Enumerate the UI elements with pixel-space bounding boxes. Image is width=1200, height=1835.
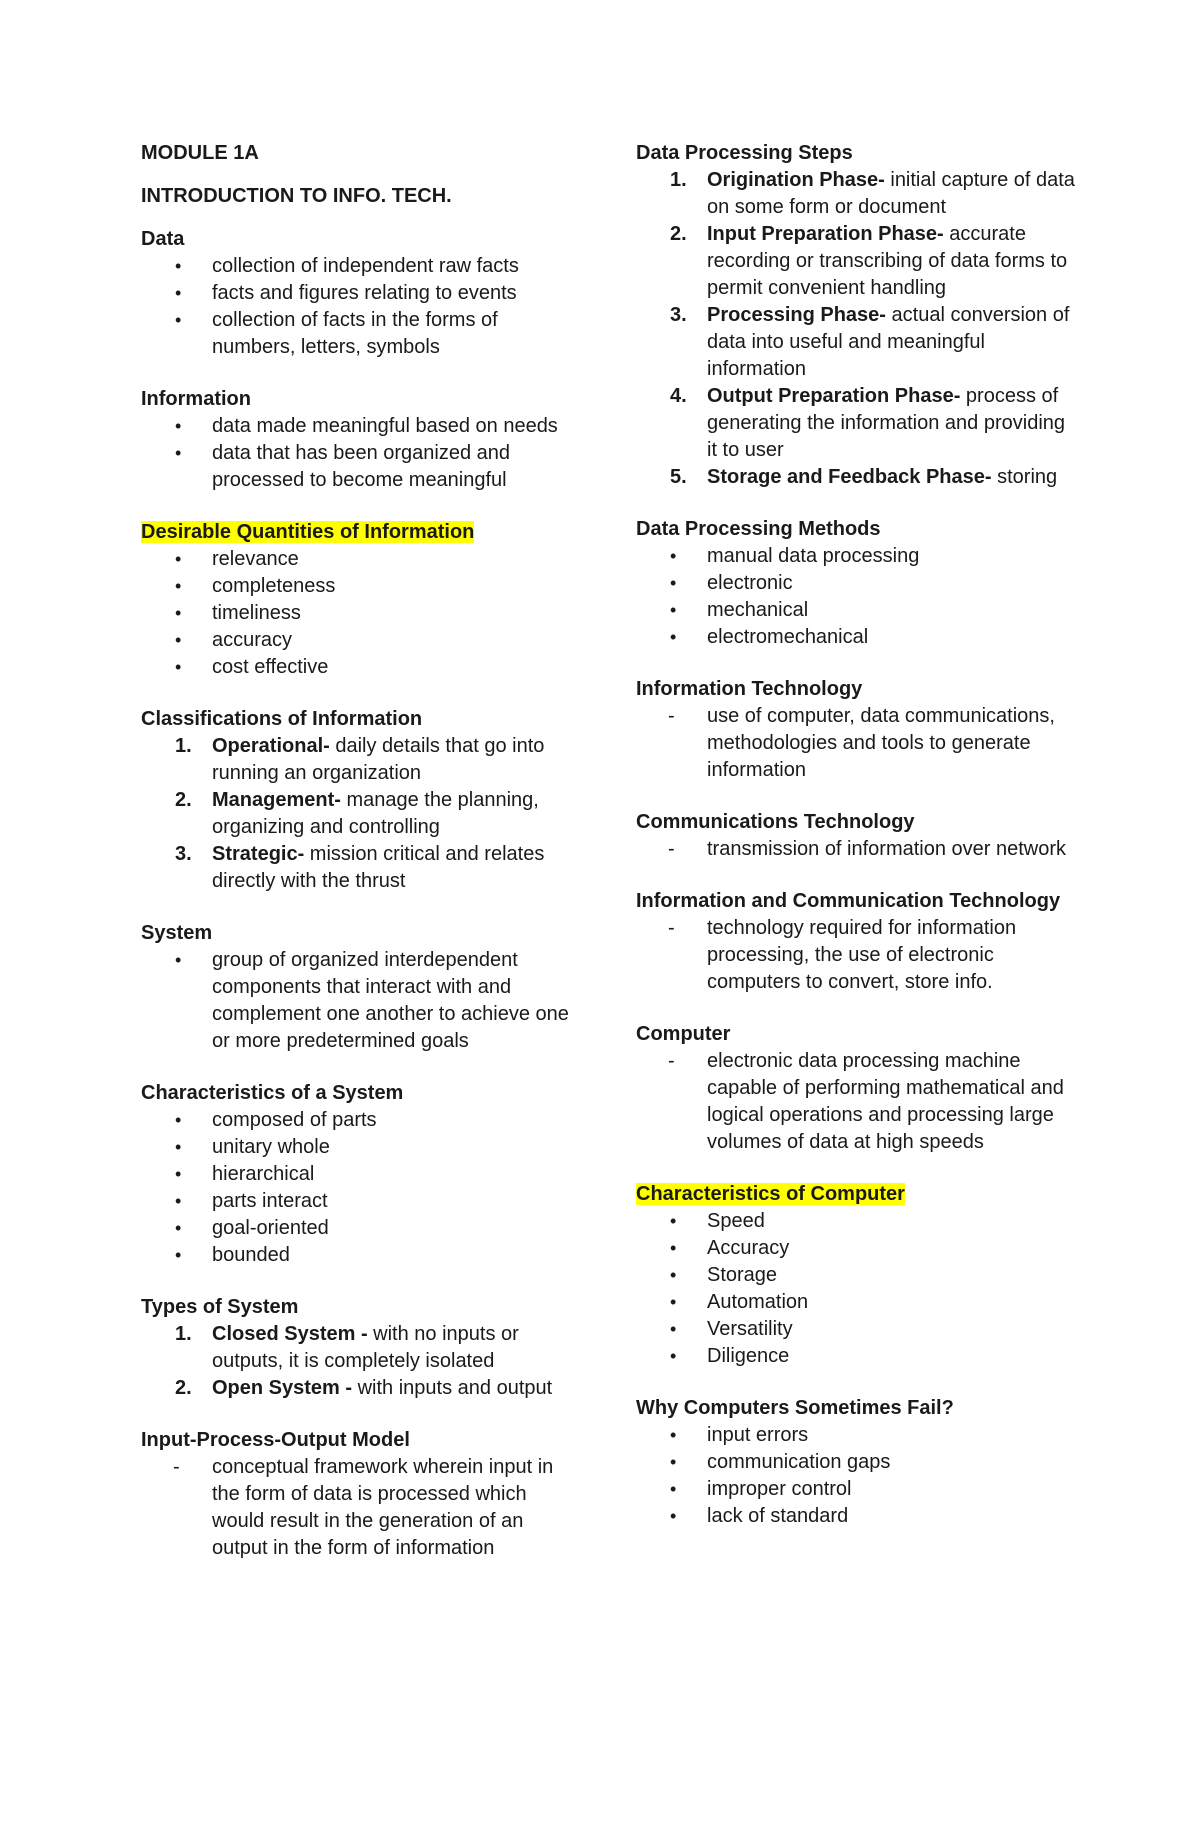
item-text: Diligence (707, 1345, 790, 1367)
item-text: completeness (212, 575, 336, 597)
list-item (141, 600, 581, 627)
bullet-icon: • (175, 256, 182, 276)
item-text: Versatility (707, 1318, 793, 1340)
bullet-list (141, 1107, 581, 1269)
item-text: unitary whole (212, 1136, 330, 1158)
list-item (141, 654, 581, 681)
dash-list (636, 703, 1076, 784)
bullet-icon: • (175, 1164, 182, 1184)
item-text: lack of standard (707, 1505, 849, 1527)
list-item (636, 1422, 1076, 1449)
bullet-icon: • (670, 1452, 677, 1472)
section-classifications (141, 706, 581, 895)
item-text: electromechanical (707, 626, 869, 648)
item-number: 4. (670, 385, 687, 407)
item-text: Speed (707, 1210, 765, 1232)
dash-list (636, 1048, 1076, 1156)
item-label: Closed System - (212, 1323, 368, 1345)
item-text: mission critical and relates directly with the thrust (212, 843, 545, 892)
section-processing-steps (636, 140, 1076, 491)
item-text: electronic (707, 572, 793, 594)
list-item (636, 1476, 1076, 1503)
bullet-icon: • (670, 1292, 677, 1312)
item-text: accurate recording or transcribing of data forms to permit convenient handling (707, 223, 1068, 299)
item-text: accuracy (212, 629, 293, 651)
list-item (141, 573, 581, 600)
item-text: actual conversion of data into useful and meaningful information (707, 304, 1070, 380)
list-item (141, 1375, 581, 1402)
section-information (141, 386, 581, 494)
item-label: Output Preparation Phase- (707, 385, 961, 407)
section-heading: Why Computers Sometimes Fail? (636, 1397, 954, 1419)
list-item (636, 1316, 1076, 1343)
list-item (636, 570, 1076, 597)
section-comm-tech (636, 809, 1076, 863)
list-item (636, 624, 1076, 651)
bullet-icon: • (175, 1110, 182, 1130)
right-column (636, 140, 1076, 1530)
list-item (636, 1503, 1076, 1530)
item-text: data that has been organized and processed to become meaningful (212, 442, 511, 491)
bullet-icon: • (175, 1137, 182, 1157)
list-item (141, 1321, 581, 1375)
item-text: transmission of information over network (707, 838, 1067, 860)
item-text: Automation (707, 1291, 809, 1313)
bullet-icon: • (175, 576, 182, 596)
item-text: manual data processing (707, 545, 920, 567)
item-text: input errors (707, 1424, 809, 1446)
item-number: 3. (670, 304, 687, 326)
item-text: composed of parts (212, 1109, 377, 1131)
bullet-list (636, 1208, 1076, 1370)
bullet-list (636, 543, 1076, 651)
list-item (141, 307, 581, 361)
item-label: Storage and Feedback Phase- (707, 466, 992, 488)
section-computer (636, 1021, 1076, 1156)
bullet-icon: • (175, 1191, 182, 1211)
left-column (141, 140, 581, 1562)
list-item (636, 1262, 1076, 1289)
item-text: improper control (707, 1478, 852, 1500)
item-label: Operational- (212, 735, 330, 757)
section-heading: System (141, 922, 213, 944)
item-text: group of organized interdependent components that interact with and complement one another to achieve one or more predetermined goals (212, 949, 569, 1052)
list-item (636, 836, 1076, 863)
item-text: electronic data processing machine capable of performing mathematical and logical operations and processing large volumes of data at high speeds (707, 1050, 1064, 1153)
list-item (636, 1048, 1076, 1156)
list-item (141, 1107, 581, 1134)
item-text: cost effective (212, 656, 329, 678)
list-item (141, 440, 581, 494)
bullet-icon: • (670, 1506, 677, 1526)
list-item (141, 1134, 581, 1161)
bullet-icon: • (670, 546, 677, 566)
bullet-icon: • (175, 549, 182, 569)
list-item (636, 543, 1076, 570)
list-item (141, 253, 581, 280)
section-heading: Input-Process-Output Model (141, 1429, 410, 1451)
bullet-icon: • (670, 1346, 677, 1366)
list-item (636, 302, 1076, 383)
dash-icon: - (668, 917, 675, 939)
list-item (141, 280, 581, 307)
item-number: 2. (175, 1377, 192, 1399)
list-item (636, 597, 1076, 624)
section-computer-characteristics (636, 1181, 1076, 1370)
item-label: Open System - (212, 1377, 353, 1399)
item-number: 1. (175, 735, 192, 757)
bullet-icon: • (670, 1265, 677, 1285)
section-heading: Types of System (141, 1296, 299, 1318)
subject-title: INTRODUCTION TO INFO. TECH. (141, 185, 452, 207)
bullet-icon: • (670, 627, 677, 647)
list-item (636, 1208, 1076, 1235)
item-text: data made meaningful based on needs (212, 415, 558, 437)
section-heading: Communications Technology (636, 811, 915, 833)
list-item (141, 947, 581, 1055)
section-why-fail (636, 1395, 1076, 1530)
list-item (636, 703, 1076, 784)
item-number: 2. (670, 223, 687, 245)
section-info-tech (636, 676, 1076, 784)
list-item (636, 464, 1076, 491)
section-heading: Classifications of Information (141, 708, 423, 730)
dash-icon: - (668, 705, 675, 727)
bullet-icon: • (175, 630, 182, 650)
dash-list (636, 915, 1076, 996)
list-item (636, 167, 1076, 221)
section-desirable-qualities (141, 519, 581, 681)
bullet-icon: • (670, 600, 677, 620)
bullet-icon: • (175, 603, 182, 623)
item-text: use of computer, data communications, methodologies and tools to generate information (707, 705, 1055, 781)
section-ict (636, 888, 1076, 996)
list-item (141, 733, 581, 787)
section-heading: Data Processing Steps (636, 142, 853, 164)
bullet-list (636, 1422, 1076, 1530)
dash-list (636, 836, 1076, 863)
list-item (141, 546, 581, 573)
section-heading: Information (141, 388, 251, 410)
bullet-icon: • (670, 1425, 677, 1445)
item-text: Storage (707, 1264, 778, 1286)
list-item (636, 221, 1076, 302)
list-item (141, 1242, 581, 1269)
bullet-list (141, 413, 581, 494)
section-heading: Characteristics of a System (141, 1082, 404, 1104)
item-number: 5. (670, 466, 687, 488)
bullet-icon: • (175, 950, 182, 970)
list-item (636, 383, 1076, 464)
list-item (636, 1343, 1076, 1370)
section-data (141, 226, 581, 361)
item-text: goal-oriented (212, 1217, 329, 1239)
bullet-icon: • (175, 1245, 182, 1265)
section-processing-methods (636, 516, 1076, 651)
numbered-list (141, 1321, 581, 1402)
item-text: relevance (212, 548, 299, 570)
item-text: collection of facts in the forms of numbers, letters, symbols (212, 309, 498, 358)
section-heading: Information Technology (636, 678, 863, 700)
list-item (141, 1161, 581, 1188)
bullet-icon: • (670, 1319, 677, 1339)
highlighted-heading: Desirable Quantities of Information (141, 521, 475, 543)
bullet-list (141, 947, 581, 1055)
item-number: 1. (670, 169, 687, 191)
item-text: parts interact (212, 1190, 328, 1212)
bullet-icon: • (175, 416, 182, 436)
list-item (636, 1235, 1076, 1262)
list-item (141, 627, 581, 654)
section-ipo-model (141, 1427, 581, 1562)
bullet-icon: • (670, 1238, 677, 1258)
list-item (141, 1188, 581, 1215)
item-label: Strategic- (212, 843, 305, 865)
item-number: 1. (175, 1323, 192, 1345)
item-number: 3. (175, 843, 192, 865)
section-system (141, 920, 581, 1055)
bullet-icon: • (175, 1218, 182, 1238)
item-text: manage the planning, organizing and controlling (212, 789, 539, 838)
item-label: Input Preparation Phase- (707, 223, 944, 245)
dash-icon: - (668, 1050, 675, 1072)
bullet-icon: • (175, 283, 182, 303)
item-text: with inputs and output (352, 1377, 553, 1399)
list-item (636, 1289, 1076, 1316)
list-item (141, 413, 581, 440)
list-item (636, 915, 1076, 996)
item-text: mechanical (707, 599, 809, 621)
list-item (141, 787, 581, 841)
section-heading: Information and Communication Technology (636, 890, 1061, 912)
item-label: Management- (212, 789, 341, 811)
item-text: facts and figures relating to events (212, 282, 517, 304)
section-heading: Computer (636, 1023, 731, 1045)
list-item (141, 841, 581, 895)
section-system-characteristics (141, 1080, 581, 1269)
item-label: Origination Phase- (707, 169, 885, 191)
bullet-icon: • (670, 573, 677, 593)
item-text: process of generating the information and providing it to user (707, 385, 1066, 461)
item-text: daily details that go into running an organization (212, 735, 545, 784)
item-text: collection of independent raw facts (212, 255, 519, 277)
item-text: bounded (212, 1244, 290, 1266)
item-text: technology required for information processing, the use of electronic computers to convert, store info. (707, 917, 1017, 993)
bullet-list (141, 546, 581, 681)
item-text: hierarchical (212, 1163, 315, 1185)
item-label: Processing Phase- (707, 304, 886, 326)
item-text: communication gaps (707, 1451, 891, 1473)
numbered-list (636, 167, 1076, 491)
bullet-icon: • (670, 1479, 677, 1499)
section-heading: Data (141, 228, 185, 250)
bullet-icon: • (175, 443, 182, 463)
dash-icon: - (173, 1456, 180, 1478)
numbered-list (141, 733, 581, 895)
bullet-icon: • (175, 310, 182, 330)
dash-icon: - (668, 838, 675, 860)
item-text: timeliness (212, 602, 301, 624)
list-item (141, 1215, 581, 1242)
bullet-icon: • (670, 1211, 677, 1231)
section-system-types (141, 1294, 581, 1402)
item-text: storing (991, 466, 1058, 488)
item-text: Accuracy (707, 1237, 790, 1259)
item-text: with no inputs or outputs, it is completely isolated (212, 1323, 519, 1372)
item-text: initial capture of data on some form or document (707, 169, 1075, 218)
list-item (141, 1454, 581, 1562)
bullet-icon: • (175, 657, 182, 677)
item-number: 2. (175, 789, 192, 811)
list-item (636, 1449, 1076, 1476)
dash-list (141, 1454, 581, 1562)
module-title: MODULE 1A (141, 142, 259, 164)
bullet-list (141, 253, 581, 361)
item-text: conceptual framework wherein input in the form of data is processed which would result in the generation of an output in the form of information (212, 1456, 554, 1559)
section-heading: Data Processing Methods (636, 518, 881, 540)
highlighted-heading: Characteristics of Computer (636, 1183, 905, 1205)
